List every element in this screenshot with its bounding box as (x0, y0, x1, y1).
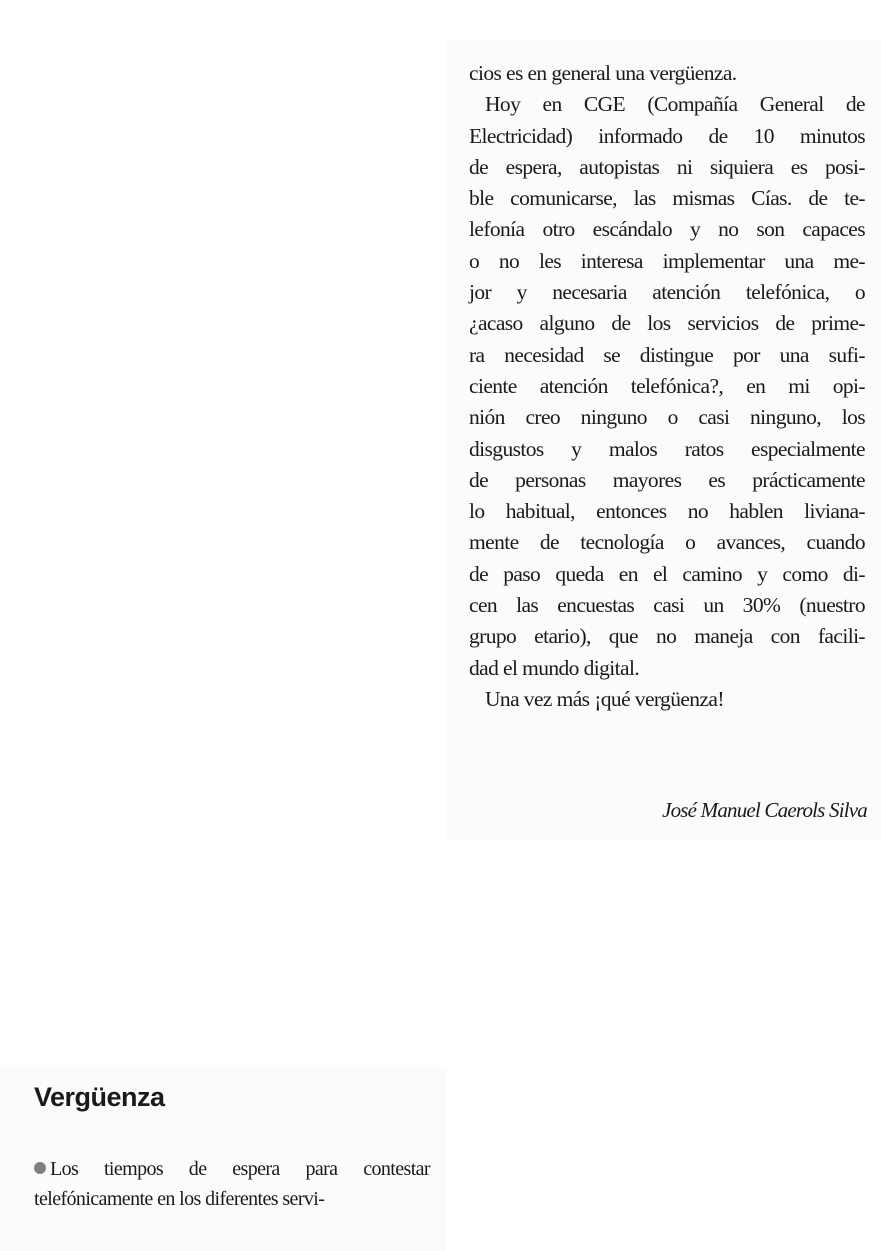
author-signature: José Manuel Caerols Silva (662, 798, 867, 822)
text-line: nión creo ninguno o casi ninguno, los (469, 405, 865, 430)
text-line: o no les interesa implementar una me- (469, 248, 865, 273)
letter-start-text (34, 1154, 430, 1214)
text-line: jor y necesaria atención telefónica, o (469, 280, 865, 305)
text-line: dad el mundo digital. (469, 655, 640, 680)
bullet-dot-icon (34, 1162, 46, 1174)
text-line: mente de tecnología o avances, cuando (469, 530, 865, 555)
text-line-content: Los tiempos de espera para contestar (50, 1158, 430, 1180)
text-line: de personas mayores es prácticamente (469, 467, 865, 492)
letter-headline: Vergüenza (34, 1082, 165, 1112)
text-line: ble comunicarse, las mismas Cías. de te- (469, 186, 865, 211)
text-line: cen las encuestas casi un 30% (nuestro (469, 593, 865, 618)
text-line: Una vez más ¡qué vergüenza! (485, 686, 724, 711)
text-line: lefonía otro escándalo y no son capaces (469, 217, 865, 242)
text-line: disgustos y malos ratos especialmente (469, 436, 865, 461)
text-line (34, 1154, 430, 1184)
text-line: cios es en general una vergüenza. (469, 61, 737, 85)
text-line: de paso queda en el camino y como di- (469, 561, 865, 586)
text-line: Electricidad) informado de 10 minutos (469, 123, 865, 148)
text-line: ra necesidad se distingue por una sufi- (469, 342, 865, 367)
text-line: Hoy en CGE (Compañía General de (485, 92, 865, 117)
text-line: telefónicamente en los diferentes servi- (34, 1188, 325, 1210)
text-line: ¿acaso alguno de los servicios de prime- (469, 311, 865, 336)
text-line: ciente atención telefónica?, en mi opi- (469, 373, 865, 398)
text-line: lo habitual, entonces no hablen liviana- (469, 499, 865, 524)
letter-continuation-text (469, 58, 865, 715)
letter-continuation-column (447, 40, 881, 840)
text-line: de espera, autopistas ni siquiera es posi- (469, 154, 865, 179)
text-line: grupo etario), que no maneja con facili- (469, 624, 865, 649)
